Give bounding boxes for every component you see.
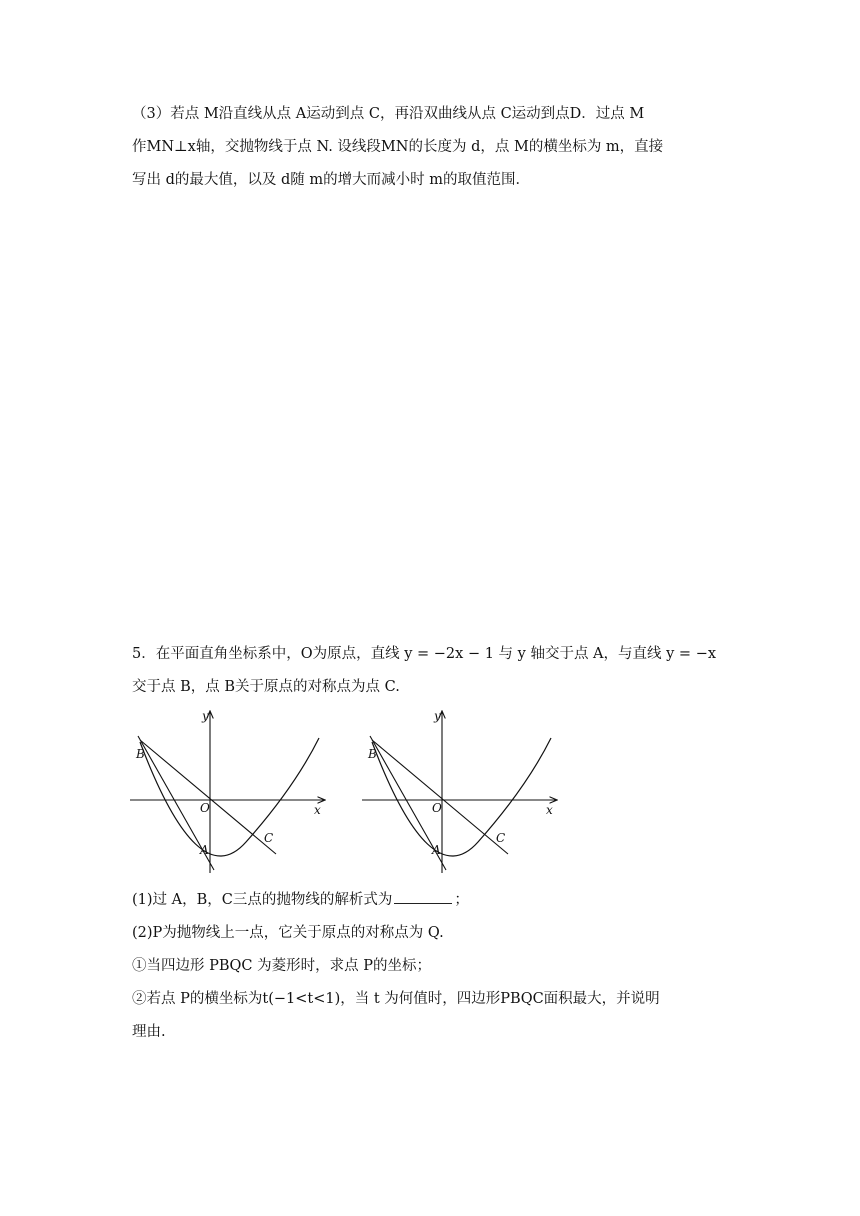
point-a-label-2: A bbox=[432, 843, 441, 857]
point-a-label-1: A bbox=[200, 843, 209, 857]
line-y-eq-negx-2 bbox=[372, 740, 508, 854]
y-axis-label-2: y bbox=[434, 709, 441, 723]
answer-blank bbox=[394, 889, 452, 904]
part-1-prefix: (1)过 A，B，C三点的抛物线的解析式为 bbox=[132, 892, 393, 908]
point-c-label-2: C bbox=[496, 831, 506, 845]
parabola-2 bbox=[372, 738, 551, 856]
question-5-sub-2-line-1: ②若点 P的横坐标为t(−1<t<1)，当 t 为何值时，四边形PBQC面积最大，并说明 bbox=[132, 991, 660, 1007]
point-c-label-1: C bbox=[264, 831, 274, 845]
origin-label-2: O bbox=[432, 801, 442, 815]
question-5-sub-2-line-2: 理由. bbox=[132, 1024, 166, 1040]
coordinate-figure-2-svg bbox=[360, 708, 565, 876]
question-5-parts bbox=[132, 884, 732, 1049]
question-3-line-1: （3）若点 M沿直线从点 A运动到点 C，再沿双曲线从点 C运动到点D．过点 M bbox=[132, 106, 645, 122]
coordinate-figure-2 bbox=[360, 708, 565, 876]
question-5-part-1 bbox=[132, 884, 732, 917]
point-b-label-2: B bbox=[368, 747, 377, 761]
origin-label-1: O bbox=[200, 801, 210, 815]
parabola-1 bbox=[140, 738, 319, 856]
question-3-line-2: 作MN⊥x轴，交抛物线于点 N. 设线段MN的长度为 d，点 M的横坐标为 m，直接 bbox=[132, 139, 664, 155]
x-axis-label-1: x bbox=[314, 803, 321, 817]
question-5-part-2: (2)P为抛物线上一点，它关于原点的对称点为 Q. bbox=[132, 925, 444, 941]
question-3 bbox=[132, 98, 732, 197]
line-y-eq-negx-1 bbox=[140, 740, 276, 854]
x-axis-label-2: x bbox=[546, 803, 553, 817]
question-5-sub-1: ①当四边形 PBQC 为菱形时，求点 P的坐标； bbox=[132, 958, 431, 974]
point-b-label-1: B bbox=[136, 747, 145, 761]
part-1-suffix: ； bbox=[454, 892, 469, 908]
coordinate-figure-1 bbox=[128, 708, 333, 876]
y-axis-label-1: y bbox=[202, 709, 209, 723]
question-5-stem bbox=[132, 638, 732, 704]
question-5-stem-line-2: 交于点 B，点 B关于原点的对称点为点 C. bbox=[132, 679, 400, 695]
coordinate-figure-1-svg bbox=[128, 708, 333, 876]
question-3-line-3: 写出 d的最大值，以及 d随 m的增大而减小时 m的取值范围． bbox=[132, 172, 530, 188]
question-5-stem-line-1: 5．在平面直角坐标系中，O为原点，直线 y = −2x − 1 与 y 轴交于点 A，与直线 y = −x bbox=[132, 646, 717, 662]
